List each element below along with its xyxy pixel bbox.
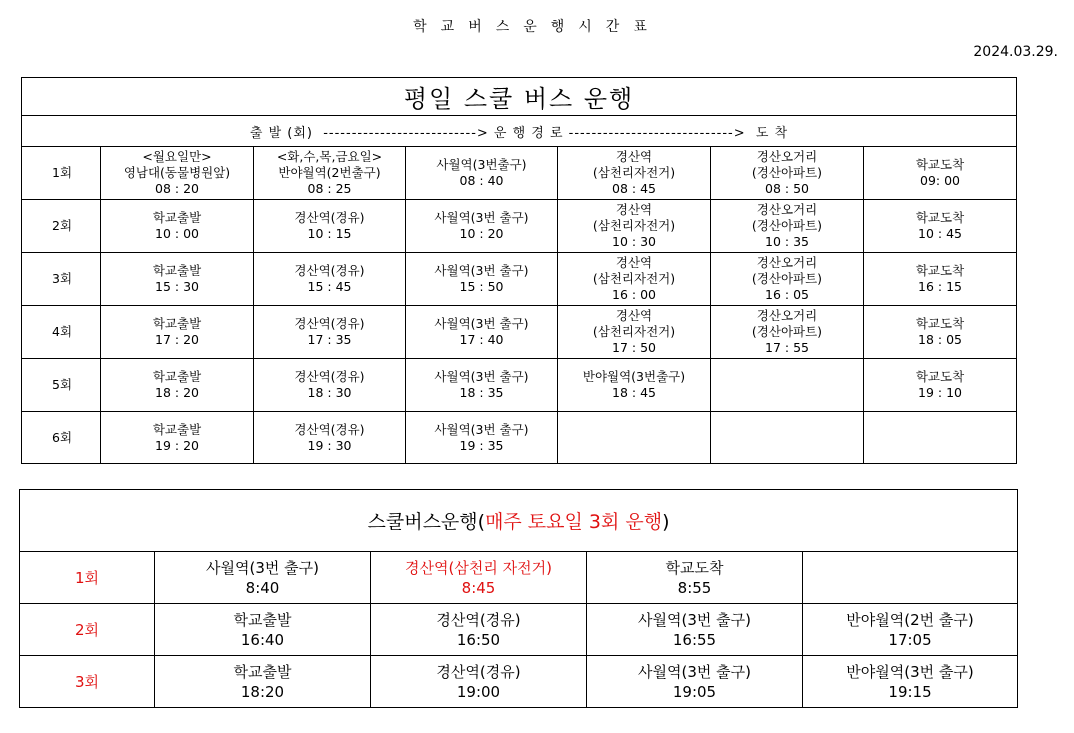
stop-cell (371, 552, 587, 604)
stop-cell (406, 147, 558, 200)
stop-name: 경산오거리 (756, 149, 818, 164)
stop-cell (101, 359, 254, 412)
stop-cell (558, 412, 711, 464)
stop-cell (587, 656, 803, 708)
stop-cell (587, 552, 803, 604)
stop-name: (삼천리자전거) (592, 271, 676, 286)
stop-name: <화,수,목,금요일> (276, 149, 383, 164)
stop-time: 10 : 20 (459, 226, 504, 241)
stop-cell (406, 253, 558, 306)
stop-name: 경산역(경유) (294, 210, 365, 225)
stop-time: 16:40 (240, 630, 285, 649)
stop-name: 학교출발 (233, 610, 292, 629)
stop-time: 15 : 50 (459, 279, 504, 294)
document-date: 2024.03.29. (973, 44, 1058, 60)
stop-time: 8:45 (461, 578, 496, 597)
stop-cell (864, 147, 1017, 200)
stop-cell (101, 147, 254, 200)
stop-cell (803, 552, 1018, 604)
stop-time: 08 : 25 (307, 181, 352, 196)
stop-time: 10 : 45 (918, 226, 962, 241)
stop-name: 사월역(3번 출구) (434, 263, 529, 278)
trip-number: 1회 (20, 552, 155, 604)
stop-name: 학교출발 (152, 421, 202, 437)
stop-cell (254, 200, 406, 253)
saturday-title-main: 스쿨버스운행( (367, 511, 486, 533)
stop-name: 학교출발 (152, 316, 202, 331)
stop-name: 경산역(경유) (436, 662, 521, 681)
stop-time: 18 : 35 (459, 385, 504, 400)
stop-cell (254, 412, 406, 464)
stop-name: 사월역(3번 출구) (434, 210, 529, 225)
stop-time: 19:15 (888, 682, 932, 701)
stop-name: 사월역(3번 출구) (434, 316, 529, 331)
stop-cell (155, 656, 371, 708)
stop-time: 17 : 20 (155, 332, 199, 347)
stop-cell (406, 200, 558, 253)
stop-time: 17 : 40 (459, 332, 504, 347)
stop-cell (406, 412, 558, 464)
stop-time: 8:55 (677, 578, 712, 597)
stop-name: 영남대(동물병원앞) (123, 165, 231, 180)
document-title: 학교버스운행시간표 (413, 19, 661, 35)
stop-cell (711, 147, 864, 200)
stop-cell (711, 306, 864, 359)
stop-name: 반야월역(3번출구) (582, 369, 686, 384)
saturday-title-highlight: 매주 토요일 3회 운행 (485, 511, 663, 533)
stop-cell (864, 412, 1017, 464)
stop-cell (254, 253, 406, 306)
stop-name: 경산역(경유) (294, 421, 365, 437)
stop-cell (254, 306, 406, 359)
stop-cell (558, 200, 711, 253)
stop-cell (155, 604, 371, 656)
trip-number: 3회 (20, 656, 155, 708)
stop-time: 15 : 45 (307, 279, 352, 294)
stop-name: 학교도착 (915, 210, 965, 225)
stop-name: 사월역(3번 출구) (434, 421, 529, 437)
stop-time: 08 : 40 (459, 173, 504, 188)
stop-name: 반야월역(3번 출구) (846, 662, 974, 681)
stop-name: 경산역(경유) (436, 610, 521, 629)
stop-time: 15 : 30 (155, 279, 199, 294)
trip-number: 6회 (22, 412, 101, 464)
stop-cell (558, 306, 711, 359)
stop-cell (558, 359, 711, 412)
stop-time: 08 : 50 (765, 181, 809, 196)
stop-name: 학교출발 (233, 662, 292, 681)
weekday-schedule-table (21, 77, 1017, 464)
stop-time: 10 : 30 (612, 234, 656, 249)
stop-name: 학교출발 (152, 263, 202, 278)
stop-cell (803, 604, 1018, 656)
stop-name: (삼천리자전거) (592, 324, 676, 339)
stop-time: 08 : 45 (612, 181, 656, 196)
trip-number: 5회 (22, 359, 101, 412)
stop-time: 16 : 15 (918, 279, 962, 294)
stop-name: 사월역(3번출구) (436, 157, 527, 172)
stop-name: (삼천리자전거) (592, 165, 676, 180)
trip-number: 1회 (22, 147, 101, 200)
stop-name: (경산아파트) (751, 324, 823, 339)
table-row (20, 552, 1018, 604)
stop-name: 사월역(3번 출구) (638, 610, 751, 629)
table-row (22, 200, 1017, 253)
stop-time: 18:20 (240, 682, 285, 701)
stop-name: (경산아파트) (751, 271, 823, 286)
stop-cell (558, 253, 711, 306)
stop-name: (삼천리자전거) (592, 218, 676, 233)
stop-time: 17 : 55 (765, 340, 809, 355)
stop-cell (803, 656, 1018, 708)
stop-name: 학교출발 (152, 369, 202, 384)
saturday-schedule-table (19, 489, 1018, 708)
stop-time: 10 : 15 (307, 226, 352, 241)
stop-cell (711, 412, 864, 464)
stop-name: 학교도착 (915, 157, 965, 172)
stop-name: 경산역(경유) (294, 263, 365, 278)
trip-number: 2회 (22, 200, 101, 253)
stop-time: 18 : 05 (918, 332, 962, 347)
stop-name: <월요일만> (142, 149, 212, 164)
stop-time: 19 : 20 (155, 437, 199, 453)
stop-cell (101, 306, 254, 359)
stop-time: 17:05 (888, 630, 932, 649)
stop-name: 사월역(3번 출구) (206, 558, 319, 577)
stop-cell (711, 200, 864, 253)
stop-time: 10 : 00 (155, 226, 199, 241)
stop-cell (711, 359, 864, 412)
stop-time: 17 : 50 (612, 340, 656, 355)
stop-name: 경산역(삼천리 자전거) (405, 558, 552, 577)
stop-cell (864, 200, 1017, 253)
stop-time: 18 : 30 (307, 385, 352, 400)
stop-cell (864, 253, 1017, 306)
stop-cell (101, 253, 254, 306)
stop-cell (101, 412, 254, 464)
table-row (20, 656, 1018, 708)
stop-time: 19:05 (672, 682, 717, 701)
trip-number: 2회 (20, 604, 155, 656)
saturday-title (20, 490, 1018, 552)
stop-time: 10 : 35 (765, 234, 809, 249)
stop-time: 16:50 (456, 630, 501, 649)
stop-name: 경산오거리 (756, 202, 818, 217)
stop-time: 8:40 (245, 578, 280, 597)
stop-time: 19 : 30 (307, 437, 352, 453)
stop-name: 사월역(3번 출구) (638, 662, 751, 681)
table-row (20, 604, 1018, 656)
stop-name: 경산역 (615, 202, 653, 217)
table-row (22, 253, 1017, 306)
saturday-title-end: ) (662, 511, 670, 533)
stop-time: 19 : 10 (918, 385, 962, 400)
stop-time: 18 : 20 (155, 385, 199, 400)
table-row (22, 147, 1017, 200)
stop-name: 반야월역(2번 출구) (846, 610, 974, 629)
stop-name: 학교도착 (915, 369, 965, 384)
trip-number: 3회 (22, 253, 101, 306)
stop-cell (864, 359, 1017, 412)
trip-number: 4회 (22, 306, 101, 359)
stop-cell (406, 359, 558, 412)
table-row (22, 412, 1017, 464)
stop-cell (371, 604, 587, 656)
stop-name: (경산아파트) (751, 218, 823, 233)
stop-name: 경산역 (615, 149, 653, 164)
table-row (22, 306, 1017, 359)
weekday-title: 평일 스쿨 버스 운행 (22, 78, 1017, 116)
stop-cell (254, 147, 406, 200)
stop-time: 08 : 20 (155, 181, 199, 196)
stop-cell (155, 552, 371, 604)
stop-name: 학교도착 (915, 316, 965, 331)
stop-cell (406, 306, 558, 359)
route-header: 출 발 (회) ---------------------------> 운 행 경 로 -----------------------------> 도 착 (22, 116, 1017, 147)
stop-name: 경산역 (615, 308, 653, 323)
stop-name: (경산아파트) (751, 165, 823, 180)
stop-name: 반야월역(2번출구) (278, 165, 381, 180)
stop-cell (254, 359, 406, 412)
stop-name: 경산역(경유) (294, 369, 365, 384)
stop-name: 경산역 (615, 255, 653, 270)
stop-time: 18 : 45 (612, 385, 656, 400)
stop-time: 09: 00 (920, 173, 961, 188)
stop-name: 학교출발 (152, 210, 202, 225)
stop-cell (371, 656, 587, 708)
stop-time: 17 : 35 (307, 332, 352, 347)
stop-time: 19:00 (456, 682, 501, 701)
stop-cell (101, 200, 254, 253)
stop-cell (587, 604, 803, 656)
stop-time: 16:55 (672, 630, 717, 649)
table-row (22, 359, 1017, 412)
stop-name: 경산오거리 (756, 308, 818, 323)
stop-cell (864, 306, 1017, 359)
stop-cell (711, 253, 864, 306)
stop-name: 경산오거리 (756, 255, 818, 270)
stop-time: 19 : 35 (459, 437, 504, 453)
stop-name: 경산역(경유) (294, 316, 365, 331)
stop-cell (558, 147, 711, 200)
stop-name: 학교도착 (665, 558, 724, 577)
stop-time: 16 : 05 (765, 287, 809, 302)
stop-name: 사월역(3번 출구) (434, 369, 529, 384)
stop-name: 학교도착 (915, 263, 965, 278)
stop-time: 16 : 00 (612, 287, 656, 302)
